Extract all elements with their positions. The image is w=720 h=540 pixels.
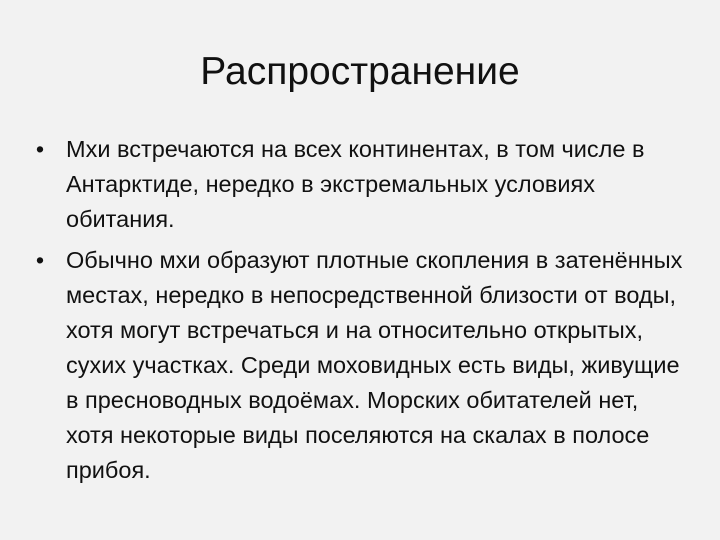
bullet-icon: • <box>35 136 45 162</box>
bullet-icon: • <box>35 247 45 273</box>
bullet-list <box>30 132 690 494</box>
bullet-text: Обычно мхи образуют плотные скопления в затенённых местах, нередко в непосредственной близости от воды, хотя могут встречаться и на относительно открытых, сухих участках. Среди моховидных есть виды, живущие в пресноводных водоёмах. Морских обитателей нет, хотя некоторые виды поселяются на скалах в полосе прибоя. <box>66 247 683 483</box>
bullet-item <box>30 243 690 488</box>
bullet-item <box>30 132 690 237</box>
bullet-text: Мхи встречаются на всех континентах, в том числе в Антарктиде, нередко в экстремальных условиях обитания. <box>66 136 645 232</box>
slide-title: Распространение <box>200 50 520 93</box>
